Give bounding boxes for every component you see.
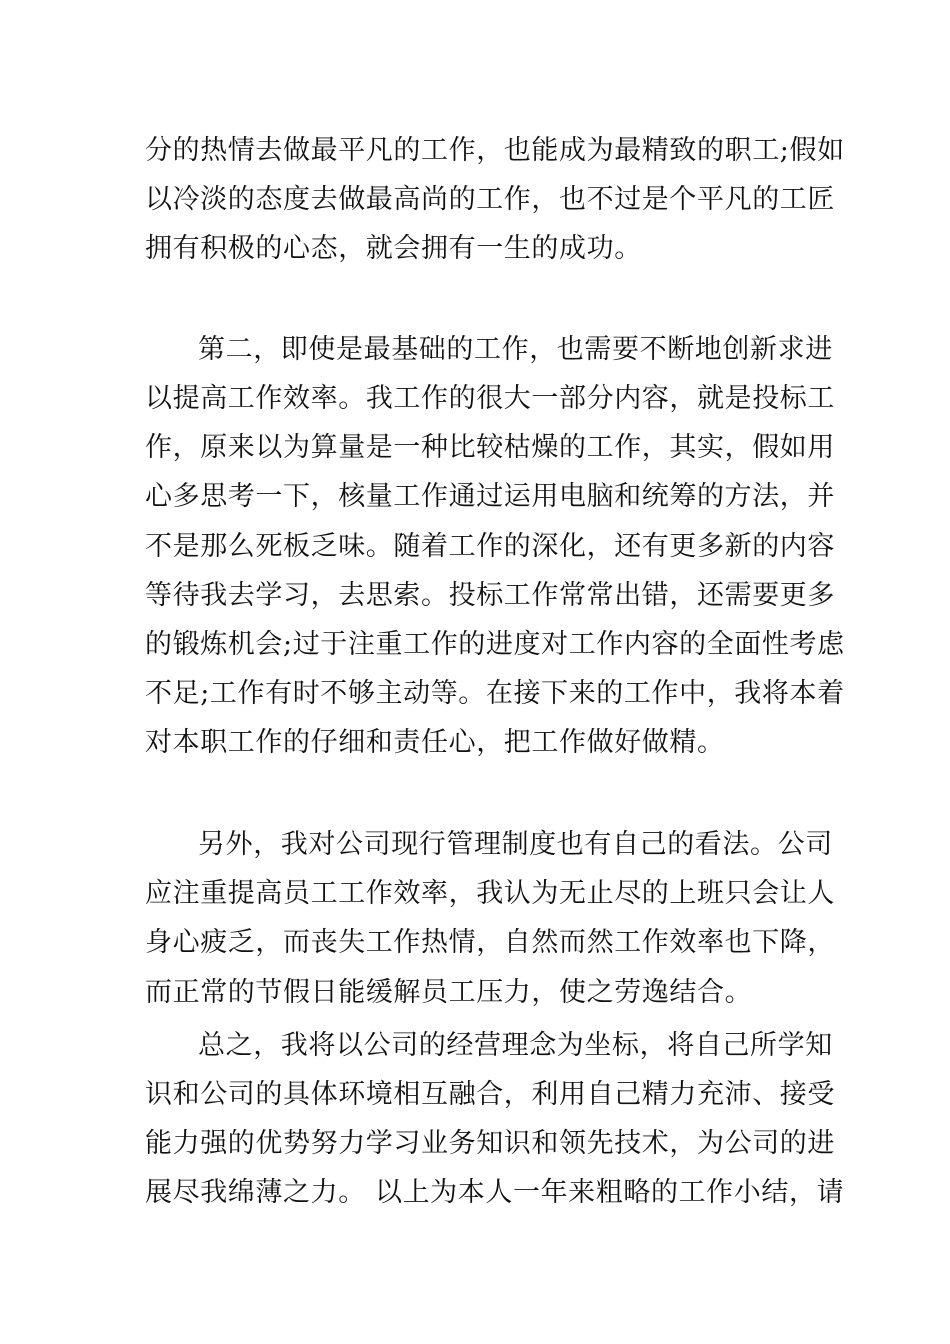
paragraph-line: 以提高工作效率。我工作的很大一部分内容，就是投标工 <box>145 383 835 414</box>
paragraph-line: 而正常的节假日能缓解员工压力，使之劳逸结合。 <box>145 977 753 1008</box>
paragraph-line: 以冷淡的态度去做最高尚的工作，也不过是个平凡的工匠 <box>145 184 835 215</box>
paragraph-line: 心多思考一下，核量工作通过运用电脑和统筹的方法，并 <box>145 481 835 512</box>
paragraph-line: 展尽我绵薄之力。 以上为本人一年来粗略的工作小结，请 <box>145 1177 845 1208</box>
paragraph-line: 对本职工作的仔细和责任心，把工作做好做精。 <box>145 727 725 758</box>
paragraph-line: 作，原来以为算量是一种比较枯燥的工作，其实，假如用 <box>145 432 835 463</box>
paragraph-line: 不足;工作有时不够主动等。在接下来的工作中，我将本着 <box>145 678 845 709</box>
paragraph-line: 总之，我将以公司的经营理念为坐标，将自己所学知 <box>198 1030 833 1061</box>
paragraph-line: 等待我去学习，去思索。投标工作常常出错，还需要更多 <box>145 580 835 611</box>
paragraph-line: 分的热情去做最平凡的工作，也能成为最精致的职工;假如 <box>145 135 845 166</box>
paragraph-line: 第二，即使是最基础的工作，也需要不断地创新求进 <box>198 334 833 365</box>
paragraph-line: 身心疲乏，而丧失工作热情，自然而然工作效率也下降， <box>145 927 835 958</box>
paragraph-line: 能力强的优势努力学习业务知识和领先技术，为公司的进 <box>145 1128 835 1159</box>
paragraph-line: 另外，我对公司现行管理制度也有自己的看法。公司 <box>198 829 833 860</box>
paragraph-line: 的锻炼机会;过于注重工作的进度对工作内容的全面性考虑 <box>145 629 845 660</box>
paragraph-line: 应注重提高员工工作效率，我认为无止尽的上班只会让人 <box>145 878 835 909</box>
paragraph-line: 拥有积极的心态，就会拥有一生的成功。 <box>145 233 642 264</box>
paragraph-line: 识和公司的具体环境相互融合，利用自己精力充沛、接受 <box>145 1079 835 1110</box>
paragraph-line: 不是那么死板乏味。随着工作的深化，还有更多新的内容 <box>145 531 835 562</box>
